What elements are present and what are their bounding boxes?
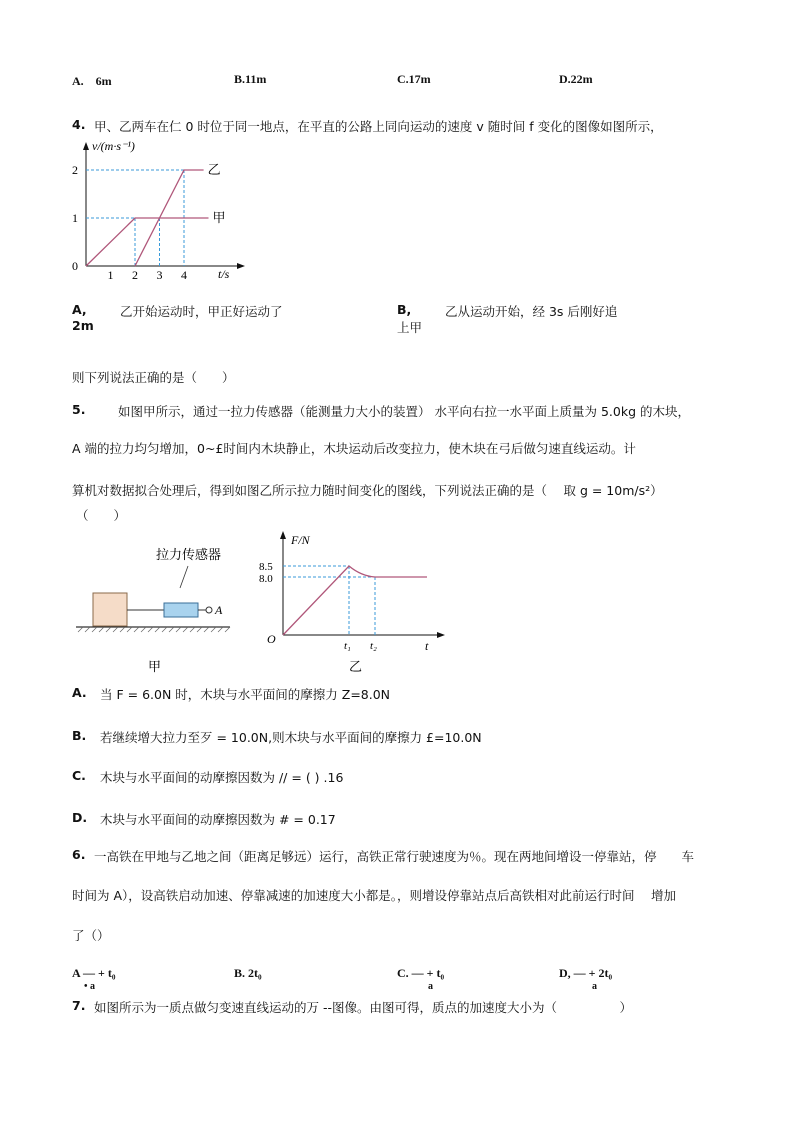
q6-option-c: C. — + t₀: [397, 966, 445, 980]
t2-tick: t₂: [370, 640, 377, 652]
q6-line2: 时间为 A），设高铁启动加速、停靠减速的加速度大小都是。，则增设停靠站点后高铁相对此前运行时间 增加: [72, 888, 676, 903]
q7-number: 7.: [72, 998, 86, 1013]
q6-line1: 一高铁在甲地与乙地之间（距离足够远）运行，高铁正常行驶速度为％。现在两地间增设一停靠站，停 车: [94, 849, 695, 864]
q4-option-b-cont: 上甲: [397, 320, 423, 335]
q4-option-a-text: 乙开始运动时，甲正好运动了: [120, 304, 283, 319]
x-tick-1: 1: [107, 268, 114, 282]
t-axis-label: t: [425, 639, 429, 653]
f-tick-80: 8.0: [259, 573, 273, 585]
caption-yi: 乙: [349, 659, 363, 674]
q5-option-b-text: 若继续增大拉力至歹 = 10.0N,则木块与水平面间的摩擦力 £=10.0N: [100, 730, 482, 745]
q5-option-a-label: A.: [72, 685, 87, 700]
q5-option-c-text: 木块与水平面间的动摩擦因数为 // = ( ) .16: [100, 770, 344, 785]
ground-hatch: [78, 627, 230, 632]
q3-option-d: D.22m: [559, 72, 593, 86]
q4-option-a-cont: 2m: [72, 318, 94, 333]
force-curve: [283, 566, 427, 635]
series-label-甲: 甲: [212, 210, 226, 225]
series-label-乙: 乙: [207, 162, 221, 177]
q6-option-a: A — + t₀: [72, 966, 116, 980]
sensor-label: 拉力传感器: [156, 547, 222, 562]
x-tick-4: 4: [181, 268, 187, 282]
q4-number: 4.: [72, 117, 86, 132]
y-tick-0: 0: [72, 259, 78, 273]
origin-label: O: [267, 632, 276, 646]
f-axis-label: F/N: [291, 533, 310, 547]
q4-stem: 甲、乙两车在仁 0 时位于同一地点，在平直的公路上同向运动的速度 v 随时间 f 变化的图像如图所示，: [94, 119, 663, 134]
q4-option-b-text: 乙从运动开始，经 3s 后刚好追: [445, 304, 618, 319]
f-tick-85: 8.5: [259, 561, 273, 573]
q6-option-c-sub: a: [428, 981, 433, 992]
q5-figure-jia: [70, 540, 245, 675]
x-tick-3: 3: [156, 268, 163, 282]
q4-xlabel: t/s: [218, 267, 230, 281]
q5-line2: A 端的拉力均匀增加，0~£时间内木块静止，木块运动后改变拉力，使木块在弓后做匀速直线运动。计: [72, 441, 636, 456]
q5-option-a-text: 当 F = 6.0N 时，木块与水平面间的摩擦力 Z=8.0N: [100, 687, 391, 702]
force-sensor: [164, 603, 198, 617]
q6-option-d: D, — + 2t₀: [559, 966, 613, 980]
q5-option-d-label: D.: [72, 810, 88, 825]
x-tick-2: 2: [132, 268, 138, 282]
y-tick-2: 2: [72, 163, 78, 177]
end-label-a: A: [215, 603, 223, 617]
caption-jia: 甲: [148, 659, 162, 674]
q6-number: 6.: [72, 847, 86, 862]
q5-line3: 算机对数据拟合处理后，得到如图乙所示拉力随时间变化的图线，下列说法正确的是（ 取 g = 10m/s²）: [72, 483, 663, 498]
q3-option-b: B.11m: [234, 72, 267, 86]
q6-option-b: B. 2t₀: [234, 966, 262, 980]
q6-line3: 了（）: [72, 928, 110, 943]
q4-ylabel: v/(m·s⁻¹): [92, 139, 135, 153]
q5-option-c-label: C.: [72, 768, 86, 783]
q5-option-d-text: 木块与水平面间的动摩擦因数为 # = 0.17: [100, 812, 336, 827]
q5-figure-yi: [255, 525, 450, 675]
q5-option-b-label: B.: [72, 728, 87, 743]
q4-vt-chart: [60, 128, 260, 283]
wooden-block: [93, 593, 127, 626]
q3-option-a: A. 6m: [72, 74, 112, 88]
q7-text: 如图所示为一质点做匀变速直线运动的万 --图像。由图可得，质点的加速度大小为（ ）: [94, 1000, 632, 1015]
q5-line1: 如图甲所示，通过一拉力传感器（能测量力大小的装置） 水平向右拉一水平面上质量为 5.0kg 的木块，: [118, 404, 690, 419]
q4-option-a-label: A,: [72, 302, 87, 317]
q5-number: 5.: [72, 402, 86, 417]
v-axis-arrow: [83, 142, 89, 150]
t-axis-arrow: [237, 263, 245, 269]
q3-option-c: C.17m: [397, 72, 431, 86]
q5-paren: （ ）: [76, 508, 127, 523]
t1-tick: t₁: [344, 640, 351, 652]
q6-option-a-sub: • a: [84, 981, 96, 992]
q4-option-b-label: B,: [397, 302, 412, 317]
y-tick-1: 1: [72, 211, 78, 225]
q6-option-d-sub: a: [592, 981, 597, 992]
q4-tail: 则下列说法正确的是（ ）: [72, 370, 235, 385]
